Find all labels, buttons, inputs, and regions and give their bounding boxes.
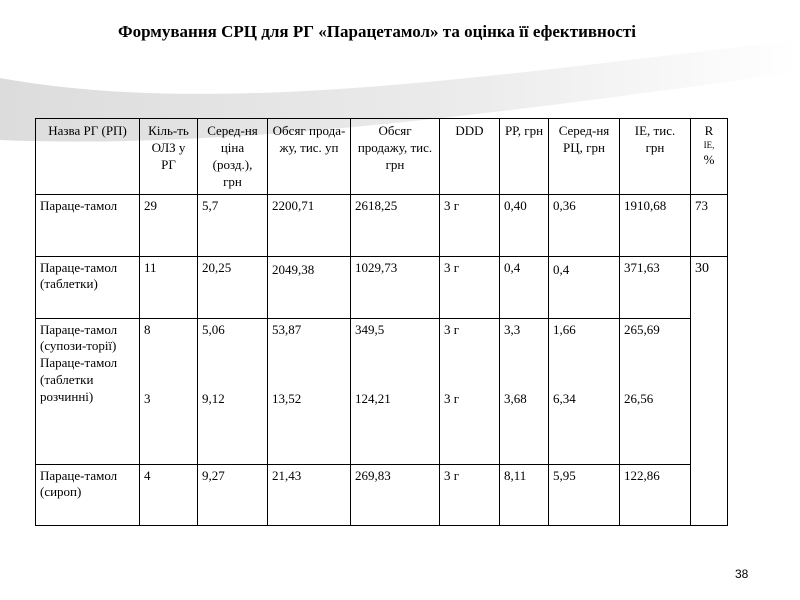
cell-name: Параце-тамол (супози-торії)	[40, 321, 118, 354]
cell-uah: 1029,73	[351, 256, 440, 318]
cell-name: Параце-тамол	[36, 194, 140, 256]
header-rie-unit: %	[703, 151, 715, 167]
cell-units: 2049,38	[268, 256, 351, 318]
cell-pp: 3,3	[504, 321, 521, 337]
header-sales-volume-uah: Обсяг продажу, тис. грн	[351, 119, 440, 195]
cell-ddd: 3 г	[444, 321, 460, 337]
header-pp: РР, грн	[500, 119, 549, 195]
header-ddd: DDD	[440, 119, 500, 195]
cell-avg-price: 9,12	[202, 391, 225, 407]
page-number: 38	[735, 567, 749, 581]
header-avg-rc: Серед-ня РЦ, грн	[549, 119, 620, 195]
cell-ie: 26,56	[624, 391, 654, 407]
cell-rc: 6,34	[553, 391, 576, 407]
cell-units: 21,43	[268, 464, 351, 525]
cell-uah: 269,83	[351, 464, 440, 525]
header-rie	[691, 119, 728, 195]
cell-pp: 3,68	[504, 391, 527, 407]
cell-uah: 349,5	[355, 321, 385, 337]
cell-name: Параце-тамол (таблетки розчинні)	[40, 355, 118, 405]
cell-name: Параце-тамол (сироп)	[36, 464, 140, 525]
cell-ie: 122,86	[620, 464, 691, 525]
cell-uah-group	[351, 318, 440, 464]
cell-ddd: 3 г	[440, 464, 500, 525]
cell-units: 2200,71	[268, 194, 351, 256]
header-name: Назва РГ (РП)	[36, 119, 140, 195]
cell-avg-price: 20,25	[198, 256, 268, 318]
table-header-row	[36, 119, 728, 195]
cell-units: 13,52	[272, 391, 302, 407]
cell-avg-price: 9,27	[198, 464, 268, 525]
cell-pp: 0,40	[500, 194, 549, 256]
cell-name-group	[36, 318, 140, 464]
header-avg-price: Серед-ня ціна (розд.), грн	[198, 119, 268, 195]
header-ie: ІЕ, тис. грн	[620, 119, 691, 195]
table-row	[36, 194, 728, 256]
table-row-group	[36, 318, 728, 464]
cell-rc: 1,66	[553, 321, 576, 337]
cell-pp-group	[500, 318, 549, 464]
page-title: Формування СРЦ для РГ «Парацетамол» та оцінка її ефективності	[118, 22, 636, 41]
header-sales-volume-units: Обсяг прода-жу, тис. уп	[268, 119, 351, 195]
cell-pp: 8,11	[500, 464, 549, 525]
cell-ddd: 3 г	[440, 256, 500, 318]
cell-pp: 0,4	[500, 256, 549, 318]
cell-rc: 0,4	[549, 256, 620, 318]
cell-avg-price: 5,06	[202, 321, 225, 337]
cell-rc-group	[549, 318, 620, 464]
table-row	[36, 256, 728, 318]
cell-count: 29	[140, 194, 198, 256]
header-rie-sub: IE,	[703, 139, 715, 150]
cell-ie: 371,63	[620, 256, 691, 318]
cell-avg-price: 5,7	[198, 194, 268, 256]
cell-ie: 265,69	[624, 321, 660, 337]
cell-count: 3	[144, 391, 151, 407]
cell-avg-price-group	[198, 318, 268, 464]
cell-count: 4	[140, 464, 198, 525]
table-row	[36, 464, 728, 525]
cell-units: 53,87	[272, 321, 302, 337]
header-count: Кіль-ть ОЛЗ у РГ	[140, 119, 198, 195]
cell-count: 11	[140, 256, 198, 318]
cell-count: 8	[144, 321, 151, 337]
cell-ie-group	[620, 318, 691, 464]
cell-ddd: 3 г	[440, 194, 500, 256]
header-rie-main: R	[704, 123, 714, 138]
cell-name: Параце-тамол (таблетки)	[36, 256, 140, 318]
cell-rie: 73	[691, 194, 728, 256]
cell-rc: 5,95	[549, 464, 620, 525]
cell-uah: 2618,25	[351, 194, 440, 256]
cell-count-group	[140, 318, 198, 464]
cell-ddd-group	[440, 318, 500, 464]
cell-rc: 0,36	[549, 194, 620, 256]
cell-ie: 1910,68	[620, 194, 691, 256]
cell-ddd: 3 г	[444, 391, 460, 407]
cell-uah: 124,21	[355, 391, 391, 407]
cell-units-group	[268, 318, 351, 464]
data-table	[35, 118, 728, 526]
cell-rie-merged: 30	[691, 256, 728, 525]
